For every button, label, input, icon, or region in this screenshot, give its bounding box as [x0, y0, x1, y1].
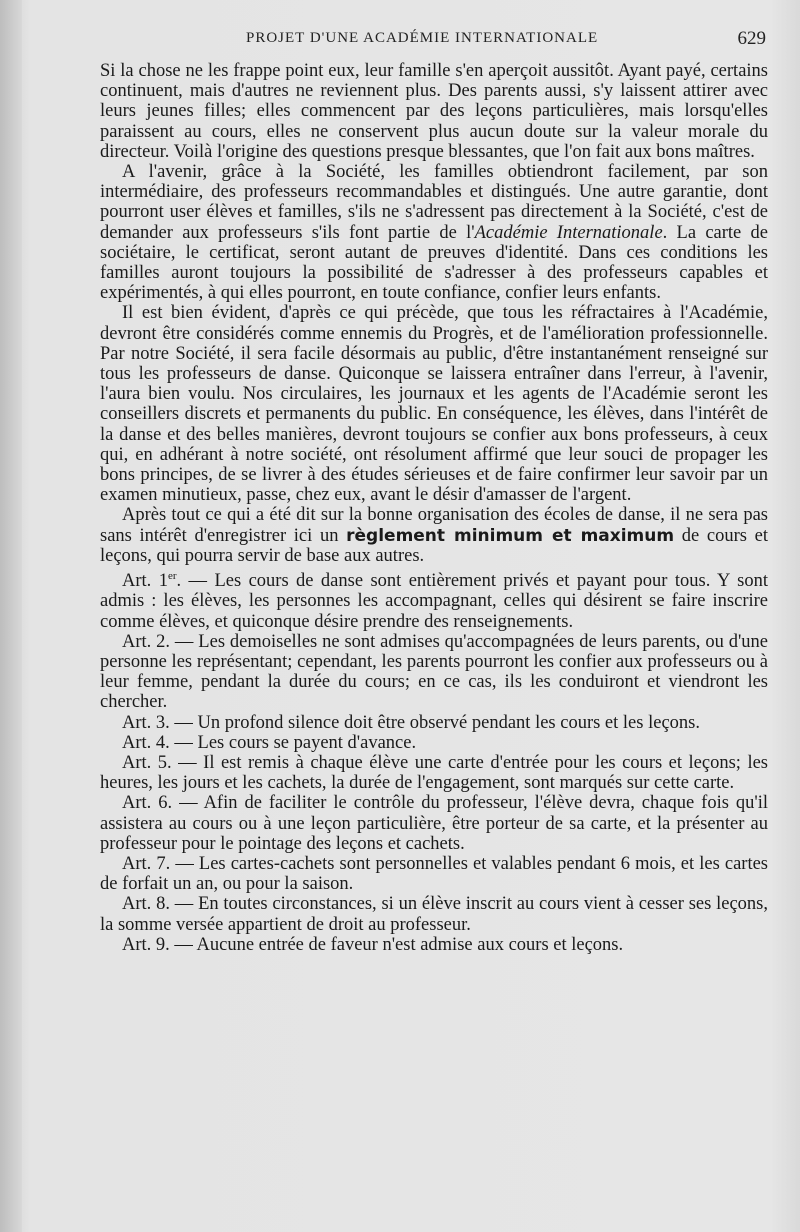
article: [100, 753, 768, 793]
article-label: Art. 5.: [122, 753, 172, 774]
article: [100, 733, 768, 753]
paragraph-text: A l'avenir, grâce à la Société, les familles obtiendront facilement, par son intermédiaire, des professeurs recommandables et distingués. Une autre garantie, dont pourront user élèves et familles, s'ils ne s'adressent pas directement à la Société, c'est de demander aux professeurs s'ils font partie de l': [100, 162, 768, 243]
running-title: PROJET D'UNE ACADÉMIE INTERNATIONALE: [246, 30, 599, 46]
article-label: Art. 3.: [122, 712, 170, 733]
article-text: — Les demoiselles ne sont admises qu'accompagnées de leurs parents, ou d'une personne les représentant; cependant, les parents pourront les confier aux professeurs ou à leur femme, pendant la durée du cours; en ce cas, ils les conduiront et viendront les chercher.: [100, 631, 768, 713]
article-label: Art. 6.: [122, 793, 173, 814]
body-text: [100, 61, 768, 955]
article: [100, 935, 768, 955]
italic-title: Académie Internationale: [474, 222, 663, 243]
paragraph-text: Après tout ce qui a été dit sur la bonne organisation des écoles de danse, il ne sera pas sans intérêt d'enregistrer ici un: [100, 505, 768, 546]
paragraph: Il est bien évident, d'après ce qui précède, que tous les réfractaires à l'Académie, devront être considérés comme ennemis du Progrès, et de l'amélioration professionnelle. Par notre Société, il sera facile désormais au public, d'être instantanément renseigné sur tous les professeurs de danse. Quiconque se laissera entraîner dans l'erreur, à l'avenir, l'aura bien voulu. Nos circulaires, les journaux et les agents de l'Académie seront les conseillers discrets et permanents du public. En conséquence, les élèves, dans l'intérêt de la danse et des belles manières, devront toujours se confier aux bons professeurs, à ceux qui, en adhérant à notre société, ont résolument affirmé que leur souci de propager les bons principes, de se livrer à des études sérieuses et de faire confirmer leur savoir par un examen minutieux, passe, chez eux, avant le désir d'amasser de l'argent.: [100, 303, 768, 506]
article-label: Art. 8.: [122, 894, 170, 915]
article-label: Art. 7.: [122, 854, 171, 875]
article-text: — Afin de faciliter le contrôle du professeur, l'élève devra, chaque fois qu'il assistera au cours ou à une leçon particulière, être porteur de sa carte, et la présenter au professeur pour le pointage des leçons et cachets.: [100, 793, 768, 854]
article: [100, 854, 768, 894]
article-label: Art. 9.: [122, 934, 170, 955]
article-text: — Aucune entrée de faveur n'est admise aux cours et leçons.: [169, 934, 624, 955]
article-text: — Les cours se payent d'avance.: [169, 732, 417, 753]
article-text: . — Les cours de danse sont entièrement privés et payant pour tous. Y sont admis : les élèves, les personnes les accompagnant, celles qui désirent se faire inscrire comme élèves, et quiconque désire prendre des renseignements.: [100, 571, 768, 632]
article-label: Art. 2.: [122, 631, 171, 652]
article-text: — Il est remis à chaque élève une carte d'entrée pour les cours et leçons; les heures, les jours et les cachets, la durée de l'engagement, sont marqués sur cette carte.: [100, 753, 768, 794]
paragraph: [100, 162, 768, 303]
article: [100, 566, 768, 632]
article-label: Art. 1: [122, 571, 168, 592]
paragraph: Si la chose ne les frappe point eux, leur famille s'en aperçoit aussitôt. Ayant payé, certains continuent, mais d'autres ne reviennent plus. Des parents aussi, s'y laissent attirer avec leurs jeunes filles; elles commencent par des leçons particulières, mais lorsqu'elles paraissent au cours, elles ne conservent plus aucun doute sur la valeur morale du directeur. Voilà l'origine des questions presque blessantes, que l'on fait aux bons maîtres.: [100, 61, 768, 162]
article: [100, 894, 768, 934]
article: [100, 713, 768, 733]
article-text: — En toutes circonstances, si un élève inscrit au cours vient à cesser ses leçons, la somme versée appartient de droit au professeur.: [100, 894, 768, 935]
article-text: — Un profond silence doit être observé pendant les cours et les leçons.: [169, 712, 700, 733]
page-number: 629: [737, 28, 766, 49]
article-label: Art. 4.: [122, 732, 170, 753]
article: [100, 632, 768, 713]
paragraph: [100, 505, 768, 566]
article-text: — Les cartes-cachets sont personnelles et valables pendant 6 mois, et les cartes de forfait un an, ou pour la saison.: [100, 854, 768, 895]
article: [100, 793, 768, 854]
article-superscript: er: [167, 570, 177, 583]
binding-gutter: [0, 0, 22, 1232]
paragraph-text: . La carte de sociétaire, le certificat, seront autant de preuves d'identité. Dans ces conditions les familles auront toujours la possibilité de s'adresser à des professeurs capables et expérimentés, à qui elles pourront, en toute confiance, confier leurs enfants.: [100, 222, 768, 304]
bold-heading: règlement minimum et maximum: [346, 525, 675, 546]
paragraph-text: de cours et leçons, qui pourra servir de base aux autres.: [100, 525, 768, 566]
